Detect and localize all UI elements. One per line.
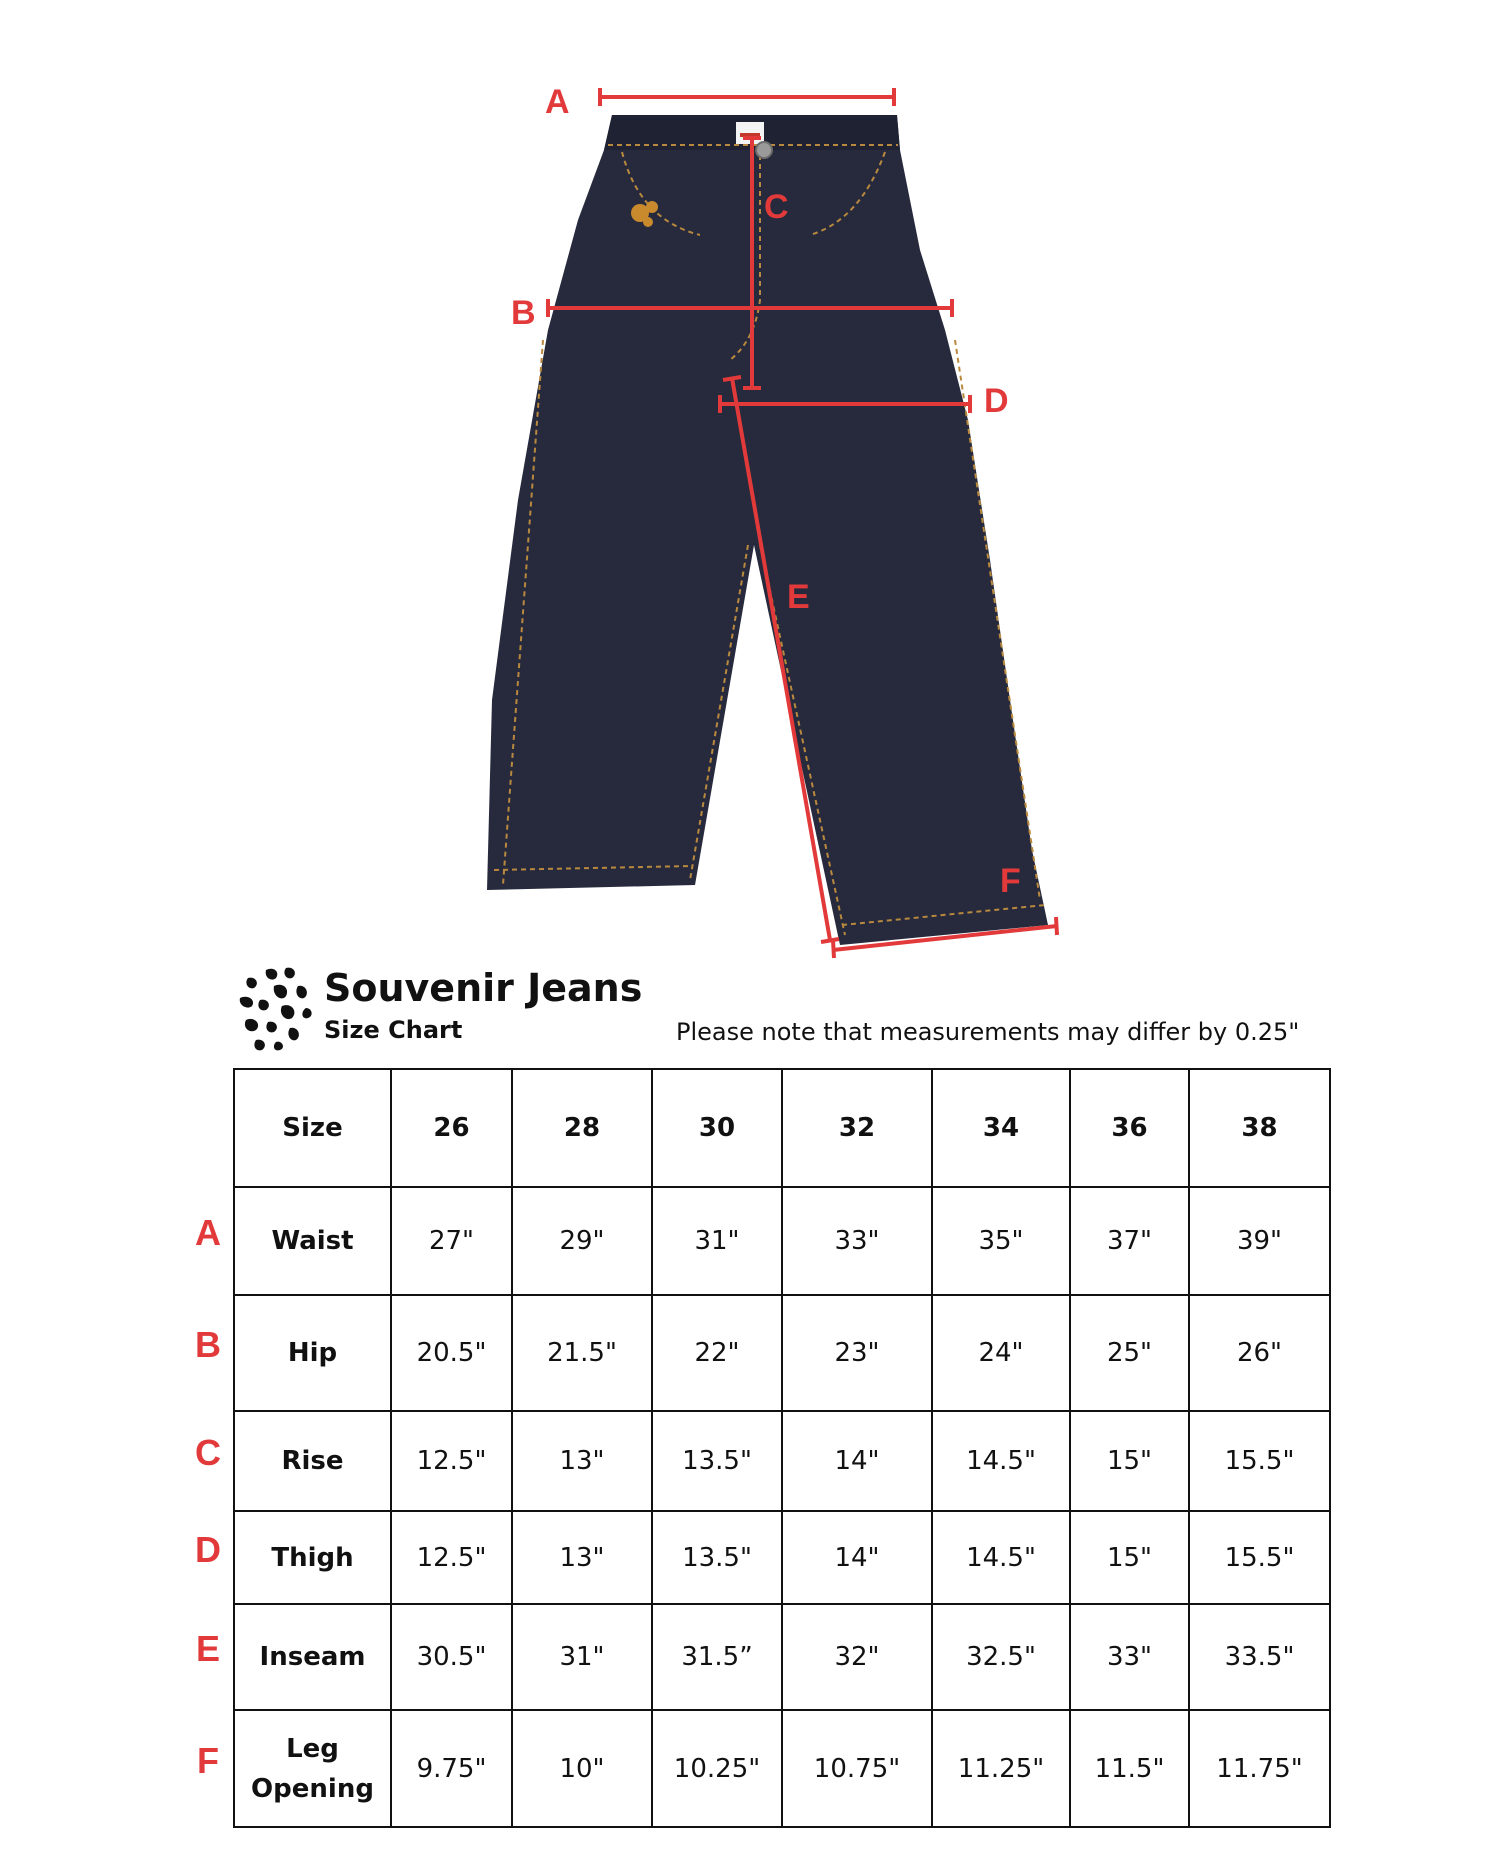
- measurement-value: 22": [652, 1295, 782, 1411]
- measurement-value: 27": [391, 1187, 512, 1295]
- marker-label-f: F: [1000, 862, 1021, 900]
- brand-name: Souvenir Jeans: [324, 966, 643, 1010]
- marker-label-b: B: [511, 294, 536, 332]
- measurement-value: 14.5": [932, 1511, 1070, 1604]
- table-row: [234, 1411, 1330, 1511]
- size-header-cell: 30: [652, 1069, 782, 1187]
- measurement-value: 29": [512, 1187, 652, 1295]
- button: [756, 142, 772, 158]
- measurement-value: 10.25": [652, 1710, 782, 1827]
- marker-label-c: C: [764, 188, 789, 226]
- measurement-value: 14.5": [932, 1411, 1070, 1511]
- measurement-value: 24": [932, 1295, 1070, 1411]
- size-header-cell: 32: [782, 1069, 932, 1187]
- measurement-value: 15": [1070, 1511, 1189, 1604]
- measurement-value: 31": [512, 1604, 652, 1710]
- measurement-value: 32.5": [932, 1604, 1070, 1710]
- row-letter: B: [195, 1324, 221, 1365]
- table-row: [234, 1511, 1330, 1604]
- measurement-value: 39": [1189, 1187, 1330, 1295]
- measurement-label: Waist: [234, 1187, 391, 1295]
- measurement-value: 33.5": [1189, 1604, 1330, 1710]
- measurement-value: 35": [932, 1187, 1070, 1295]
- measurement-value: 13.5": [652, 1511, 782, 1604]
- jeans-illustration: [487, 115, 1048, 945]
- size-header-cell: 38: [1189, 1069, 1330, 1187]
- measurement-value: 33": [1070, 1604, 1189, 1710]
- measurement-label: Leg Opening: [234, 1710, 391, 1827]
- measurement-value: 11.25": [932, 1710, 1070, 1827]
- measurement-label: Inseam: [234, 1604, 391, 1710]
- size-header-cell: 36: [1070, 1069, 1189, 1187]
- measurement-value: 14": [782, 1411, 932, 1511]
- measurement-value: 31": [652, 1187, 782, 1295]
- measurement-value: 11.5": [1070, 1710, 1189, 1827]
- row-letter: A: [195, 1212, 221, 1253]
- measurement-value: 15": [1070, 1411, 1189, 1511]
- table-row: [234, 1710, 1330, 1827]
- size-header-cell: 34: [932, 1069, 1070, 1187]
- row-letter: F: [197, 1739, 219, 1781]
- measurement-label: Hip: [234, 1295, 391, 1411]
- measurement-value: 11.75": [1189, 1710, 1330, 1827]
- size-chart-table: [233, 1068, 1331, 1828]
- measurement-value: 9.75": [391, 1710, 512, 1827]
- row-letter: C: [195, 1432, 221, 1473]
- measurement-value: 12.5": [391, 1411, 512, 1511]
- measurement-value: 33": [782, 1187, 932, 1295]
- measurement-value: 26": [1189, 1295, 1330, 1411]
- marker-label-a: A: [545, 83, 570, 121]
- measurement-label: Rise: [234, 1411, 391, 1511]
- measurement-value: 13": [512, 1411, 652, 1511]
- table-row: [234, 1295, 1330, 1411]
- leopard-spots-logo-icon: [236, 964, 316, 1054]
- measurement-note: Please note that measurements may differ by 0.25": [676, 1018, 1300, 1046]
- measurement-value: 10": [512, 1710, 652, 1827]
- measurement-value: 21.5": [512, 1295, 652, 1411]
- measurement-value: 15.5": [1189, 1511, 1330, 1604]
- measurement-value: 30.5": [391, 1604, 512, 1710]
- measurement-value: 23": [782, 1295, 932, 1411]
- measurement-value: 14": [782, 1511, 932, 1604]
- measurement-value: 37": [1070, 1187, 1189, 1295]
- measurement-value: 12.5": [391, 1511, 512, 1604]
- measurement-value: 25": [1070, 1295, 1189, 1411]
- measurement-value: 13.5": [652, 1411, 782, 1511]
- marker-label-d: D: [984, 382, 1009, 420]
- table-row: [234, 1187, 1330, 1295]
- size-header-cell: 26: [391, 1069, 512, 1187]
- size-header-label: Size: [234, 1069, 391, 1187]
- row-letter: E: [195, 1628, 220, 1669]
- measurement-value: 10.75": [782, 1710, 932, 1827]
- measurement-value: 31.5”: [652, 1604, 782, 1710]
- table-row: [234, 1604, 1330, 1710]
- measurement-label: Thigh: [234, 1511, 391, 1604]
- measurement-value: 32": [782, 1604, 932, 1710]
- row-letter: D: [195, 1528, 221, 1570]
- marker-label-e: E: [787, 578, 810, 616]
- measurement-value: 15.5": [1189, 1411, 1330, 1511]
- table-header-row: [234, 1069, 1330, 1187]
- chart-subtitle: Size Chart: [324, 1016, 463, 1044]
- measurement-value: 20.5": [391, 1295, 512, 1411]
- size-header-cell: 28: [512, 1069, 652, 1187]
- measurement-value: 13": [512, 1511, 652, 1604]
